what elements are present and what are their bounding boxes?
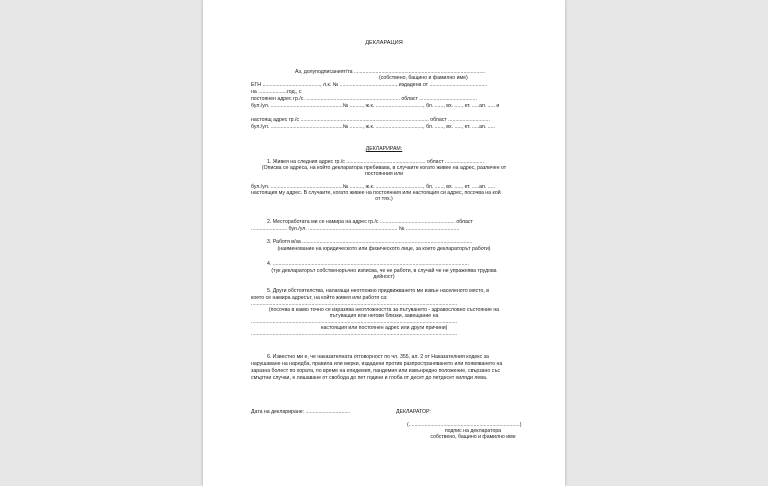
item4-hint2: дейност) (373, 274, 395, 280)
date-label: Дата на деклариране: ............................... (251, 409, 351, 415)
item2-line1: 2. Месторaботата ми се намира на адрес гр./с .................................................... област (267, 219, 473, 225)
item6-line2: нарушаване на наредба, правила или мерки, издадени против разпространяването или появяването на (251, 361, 503, 367)
item1-hint4: от тях.) (375, 196, 393, 202)
header-current-street: бул./ул. ..................................................№ ........., ж.к. ................................., бл. ......, вх. ....., ет. .....ап. ..... (251, 124, 495, 130)
item5-line1: 5. Други обстоятелства, налагащи неотложно придвижването ми извън населеното място, в (267, 288, 490, 294)
item6-line1: 6. Известно ми е, че наказателната отговорност по чл. 355, ал. 2 от Наказателния кодекс за (267, 354, 489, 360)
document-title: ДЕКЛАРАЦИЯ (365, 40, 403, 46)
signature-name-label: собствено, бащино и фамилно име (430, 434, 516, 440)
header-name-line: Аз, долуподписаният/та ........................................................................................... (295, 69, 486, 75)
signature-line: (.............................................................................) (407, 422, 522, 428)
item1-line1: 1. Живея на следния адрес гр./с ....................................................... област ........................... (267, 159, 484, 165)
item3-hint: (наименование на юридическото или физическото лице, за което деклараторът работи) (277, 246, 491, 252)
item1-street: бул./ул. ..................................................№ ........., ж.к. ................................., бл. ......, вх. ....., ет. .....ап. ..... (251, 184, 495, 190)
header-egn-line: ЕГН ........................................, л.к. № ......................................., издадена от ........................................ (251, 82, 488, 88)
item1-hint2: постоянния или (365, 171, 403, 177)
header-permanent-address: постоянен адрес гр./с. ................................................................. област ........................................ (251, 96, 477, 102)
item4-hint1: (тук деклараторът собственоръчно изписва, че не работи, в случай че не упражнява трудова (271, 268, 497, 274)
item6-line4: смъртни случаи, е лишаване от свобода до пет години и глоба от десет до петдесет хиляди лева. (251, 375, 488, 381)
header-permanent-street: бул./ул. ..................................................№ ........., ж.к. ................................., бл. ......, вх. ....., ет. .....ап. ..... и (251, 103, 500, 109)
document-page (203, 0, 565, 486)
signature-label: подпис на декларатора (444, 428, 502, 434)
declarator-label: ДЕКЛАРАТОР: (396, 409, 431, 415)
item2-line2: ......................... бул./ул. .............................................................. № ..................................... (251, 226, 460, 232)
item5-dots3: ............................................................................................................................................... (251, 331, 458, 337)
header-name-hint: (собствено, бащино и фамилно име) (379, 75, 468, 81)
item6-line3: заразна болест по хората, по време на епидемия, пандемия или извънредно положение, свързано със (251, 368, 501, 374)
item5-dots2: ............................................................................................................................................... (251, 319, 458, 325)
item5-hint2: пътуващия или негови близки, завещание на (329, 313, 439, 319)
header-date-line: на ....................год., с (251, 89, 302, 95)
item4-line1: 4. ........................................................................................................................................ (267, 261, 469, 267)
item1-hint1: (Описва се адреса, на който декларатора пребивава, в случаите когато живее на адрес, различен от (261, 165, 507, 171)
item3-line1: 3. Работя в/за ...................................................................................................................... (267, 239, 473, 245)
item1-hint3: настоящия му адрес. В случаите, когато живее на постоянния или настоящия си адрес, посочва на кой (251, 190, 501, 196)
item5-line2: което се намира адресът, на който живея или работя са: (251, 295, 388, 301)
item5-hint3: настоящия или постоянен адрес или други причини) (320, 325, 448, 331)
item5-hint1: (посочва в какво точно се изразява неотложността за пътуването - здравословно състояние на (268, 307, 500, 313)
declare-title: ДЕКЛАРИРАМ: (365, 146, 403, 152)
header-current-address: настоящ адрес гр./с ......................................................................................... област ............................. (251, 117, 490, 123)
item5-dots1: ............................................................................................................................................... (251, 301, 458, 307)
